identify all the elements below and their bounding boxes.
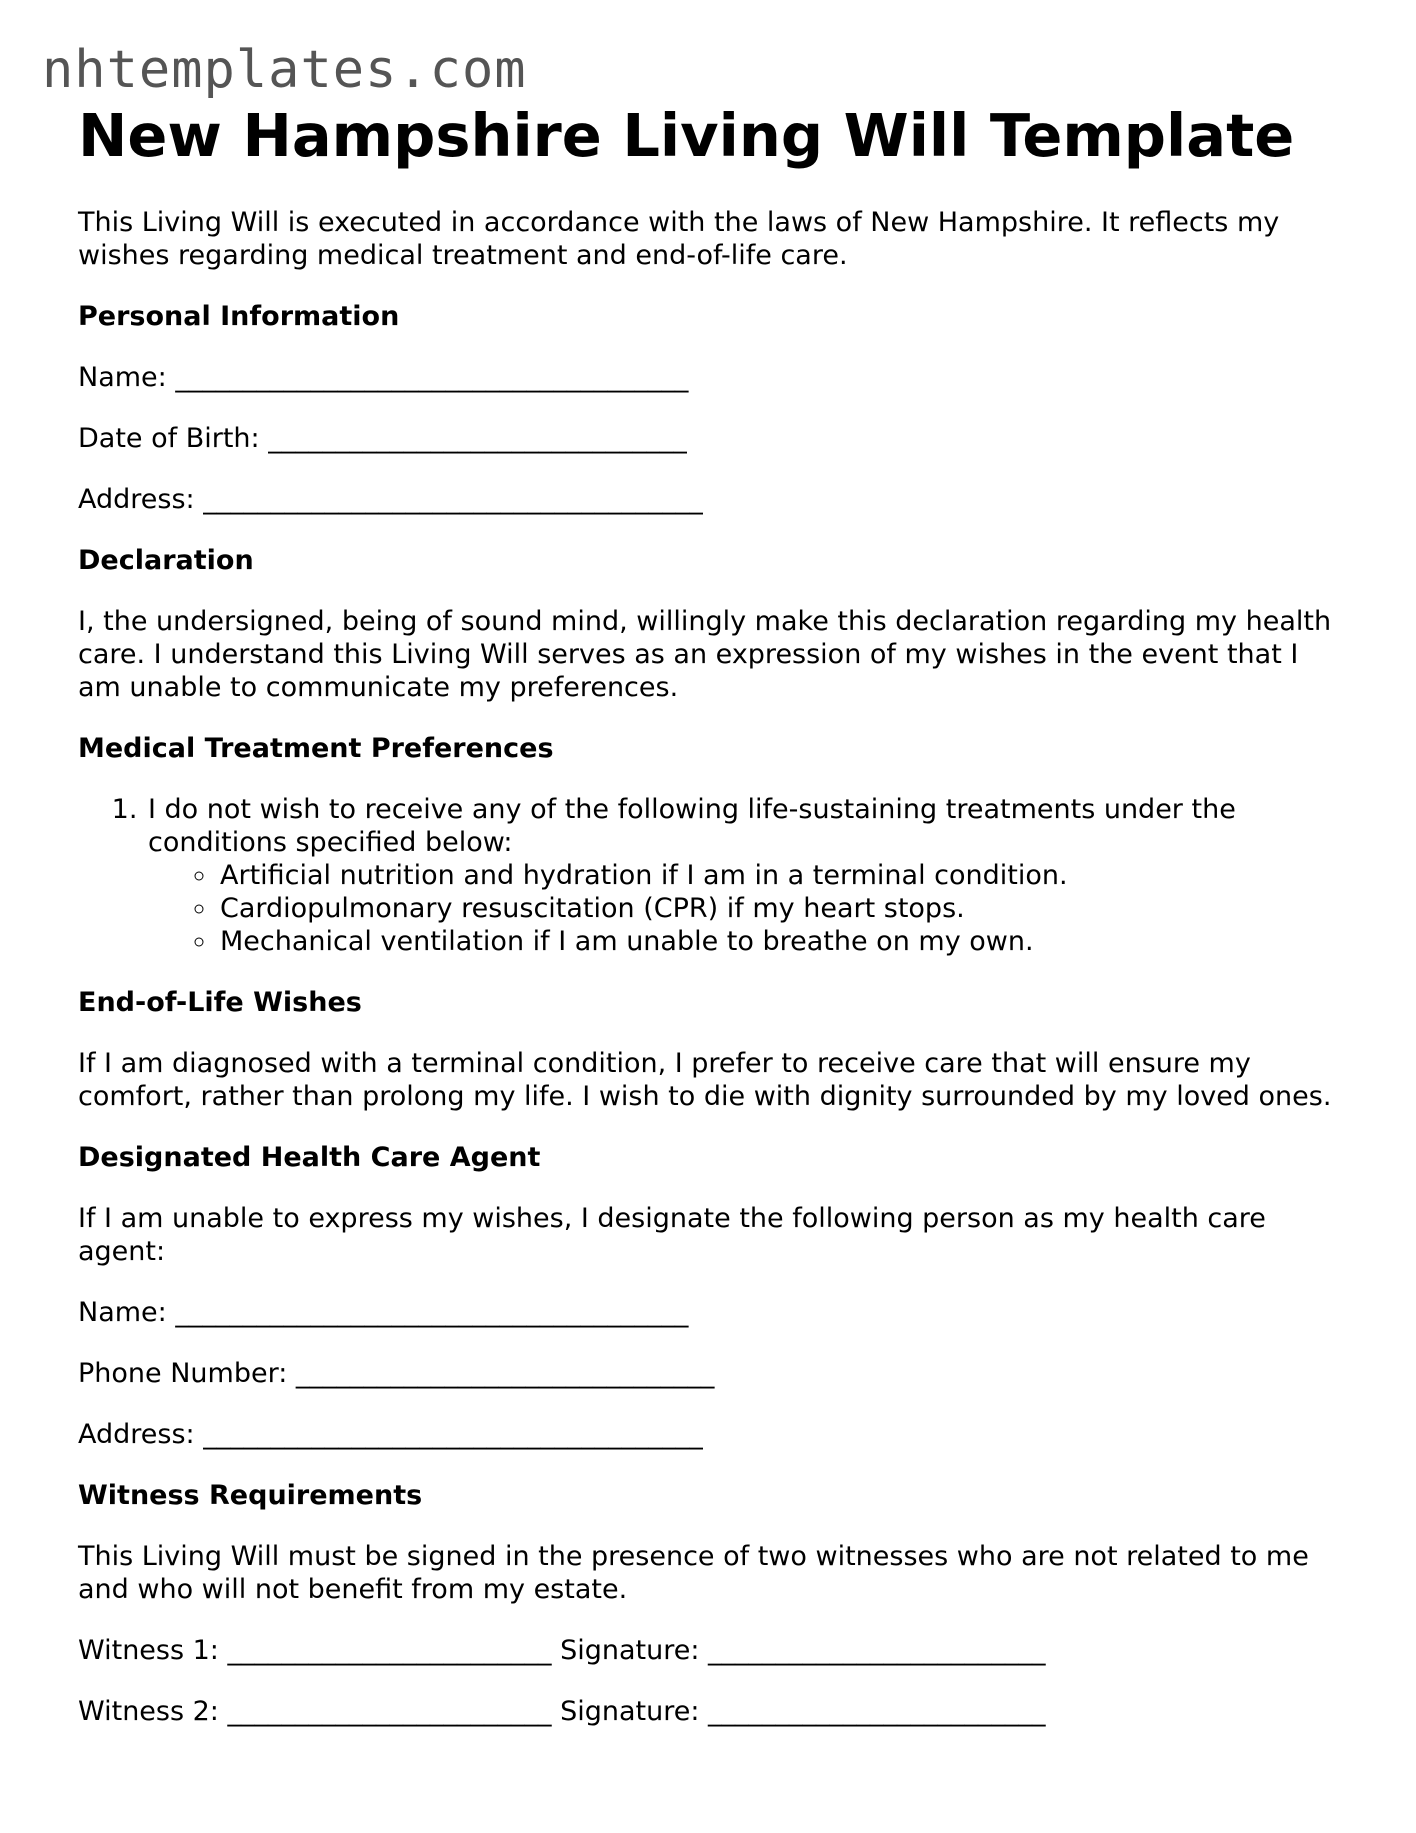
witness-1-field[interactable]: Witness 1: ________________________ Signature: _________________________ (78, 1635, 1046, 1666)
health-care-agent-heading: Designated Health Care Agent (78, 1142, 541, 1173)
health-care-agent-text: If I am unable to express my wishes, I designate the following person as my health care agent: (78, 1203, 1266, 1267)
declaration-heading: Declaration (78, 545, 254, 576)
personal-address-field[interactable]: Address: _____________________________________ (78, 484, 703, 515)
witness-heading: Witness Requirements (78, 1480, 423, 1511)
document-page (78, 96, 1348, 1728)
personal-dob-field[interactable]: Date of Birth: _______________________________ (78, 423, 687, 454)
medical-preferences-heading: Medical Treatment Preferences (78, 733, 554, 764)
agent-phone-field[interactable]: Phone Number: _______________________________ (78, 1358, 715, 1389)
treatment-sublist-item: ◦ Artificial nutrition and hydration if I am in a terminal condition. (218, 859, 1348, 892)
end-of-life-text: If I am diagnosed with a terminal condition, I prefer to receive care that will ensure my comfort, rather than prolong my life. I wish to die with dignity surrounded by my loved ones. (78, 1048, 1332, 1112)
agent-address-field[interactable]: Address: _____________________________________ (78, 1419, 703, 1450)
end-of-life-heading: End-of-Life Wishes (78, 987, 362, 1018)
site-watermark: nhtemplates.com (42, 40, 527, 100)
treatment-item-text: I do not wish to receive any of the following life-sustaining treatments under the conditions specified below: (148, 794, 1236, 858)
witness-2-field[interactable]: Witness 2: ________________________ Signature: _________________________ (78, 1696, 1046, 1727)
treatment-list-item (146, 793, 1348, 958)
document-title: New Hampshire Living Will Template (78, 101, 1295, 170)
treatment-sublist-item: ◦ Mechanical ventilation if I am unable to breathe on my own. (218, 925, 1348, 958)
intro-paragraph: This Living Will is executed in accordance with the laws of New Hampshire. It reflects my wishes regarding medical treatment and end-of-life care. (78, 207, 1280, 271)
treatment-sublist-item: ◦ Cardiopulmonary resuscitation (CPR) if my heart stops. (218, 892, 1348, 925)
personal-info-heading: Personal Information (78, 301, 400, 332)
personal-name-field[interactable]: Name: ______________________________________ (78, 362, 689, 393)
witness-text: This Living Will must be signed in the presence of two witnesses who are not related to me and who will not benefit from my estate. (78, 1541, 1309, 1605)
agent-name-field[interactable]: Name: ______________________________________ (78, 1297, 689, 1328)
treatment-sublist (148, 859, 1348, 958)
declaration-text: I, the undersigned, being of sound mind, willingly make this declaration regarding my health care. I understand this Living Will serves as an expression of my wishes in the event that I am unable to communicate my preferences. (78, 606, 1332, 703)
treatment-list (78, 793, 1348, 958)
